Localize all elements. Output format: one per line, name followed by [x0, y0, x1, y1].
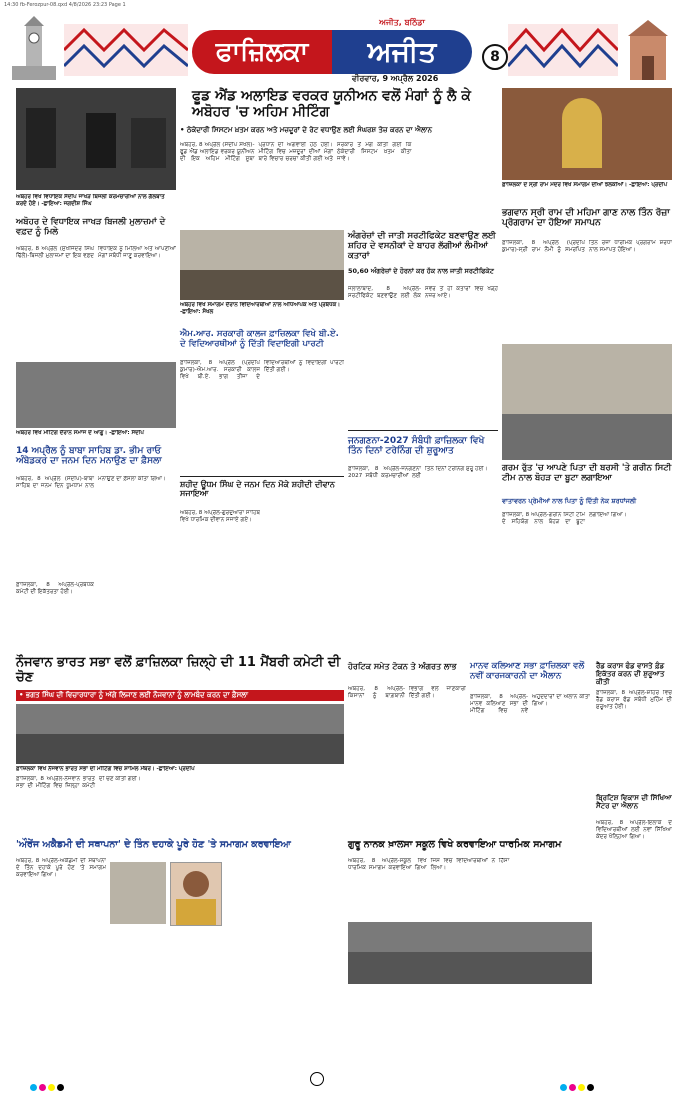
- academy-body: ਅਬੋਹਰ, 8 ਅਪ੍ਰੈਲ-ਅਕੈਡਮੀ ਦੀ ਸਥਾਪਨਾ ਦੇ ਤਿੰਨ ਦਹਾਕੇ ਪੂਰੇ ਹੋਣ 'ਤੇ ਸਮਾਗਮ ਕਰਵਾਇਆ ਗਿਆ।: [16, 858, 106, 878]
- paper-name: ਅਜੀਤ: [332, 30, 472, 74]
- group-photo: [180, 230, 344, 300]
- naujawan-photo: [16, 704, 344, 764]
- academy-photo: [110, 862, 166, 924]
- caste-cert-headline: ਅੰਗਰੇਜ਼ਾਂ ਦੀ ਜਾਤੀ ਸਰਟੀਫਿਕੇਟ ਬਣਵਾਉਣ ਲਈ ਸ਼ਹਿਰ ਦੇ ਵਸਨੀਕਾਂ ਦੇ ਬਾਹਰ ਲੱਗੀਆਂ ਲੰਮੀਆਂ ਕਤਾਰਾਂ: [348, 231, 496, 261]
- caste-cert-subhead: 50,60 ਅੰਗਰੇਜ਼ਾਂ ਦੇ ਹੋਰਨਾਂ ਕਰ ਹੱਕ ਨਾਲ ਜਾਤੀ ਸਰਟੀਫਿਕੇਟ: [348, 267, 494, 275]
- lead-headline: ਫੂਡ ਐਂਡ ਅਲਾਇਡ ਵਰਕਰ ਯੂਨੀਅਨ ਵਲੋਂ ਮੰਗਾਂ ਨੂੰ ਲੈ ਕੇ ਅਬੋਹਰ 'ਚ ਅਹਿਮ ਮੀਟਿੰਗ: [192, 88, 471, 121]
- ambedkar-caption: ਅਬੋਹਰ ਵਿਖੇ ਮੀਟਿੰਗ ਦੌਰਾਨ ਸਮਾਜ ਦੇ ਆਗੂ। -ਛਾਇਆ: ਸੰਦੀਪ: [16, 430, 144, 436]
- tree-headline: ਗਰਮ ਰੁੱਤ 'ਚ ਆਪਣੇ ਪਿਤਾ ਦੀ ਬਰਸੀ 'ਤੇ ਗਰੀਨ ਸਿਟੀ ਟੀਮ ਨਾਲ ਬੋਹੜ ਦਾ ਬੂਟਾ ਲਗਾਇਆ: [502, 463, 672, 483]
- edition-name: ਫਾਜ਼ਿਲਕਾ: [192, 30, 332, 74]
- tree-body: ਫ਼ਾਜ਼ਿਲਕਾ, 8 ਅਪ੍ਰੈਲ-ਗਰੀਨ ਸਿਟੀ ਟੀਮ ਦੇ ਸਹਿਯੋਗ ਨਾਲ ਬੋਹੜ ਦਾ ਬੂਟਾ ਲਗਾਇਆ ਗਿਆ।: [502, 512, 627, 525]
- meeting-photo: [16, 88, 176, 190]
- guru-nanak-headline: ਗੁਰੂ ਨਾਨਕ ਖ਼ਾਲਸਾ ਸਕੂਲ ਵਿਖੇ ਕਰਵਾਇਆ ਧਾਰਮਿਕ ਸਮਾਗਮ: [348, 839, 562, 850]
- manav-headline: ਮਾਨਵ ਕਲਿਆਣ ਸਭਾ ਫ਼ਾਜ਼ਿਲਕਾ ਵਲੋਂ ਨਵੀਂ ਕਾਰਜਕਾਰਨੀ ਦਾ ਐਲਾਨ: [470, 661, 585, 681]
- ambedkar-body: ਅਬੋਹਰ, 8 ਅਪ੍ਰੈਲ (ਸੰਦੀਪ)-ਬਾਬਾ ਸਾਹਿਬ ਦਾ ਜਨਮ ਦਿਨ ਧੂਮਧਾਮ ਨਾਲ ਮਨਾਉਣ ਦਾ ਫ਼ੈਸਲਾ ਕੀਤਾ ਗਿਆ।: [16, 476, 166, 489]
- bhagwan-body: ਫ਼ਾਜ਼ਿਲਕਾ, 8 ਅਪ੍ਰੈਲ (ਪ੍ਰਦੀਪ ਕੁਮਾਰ)-ਸ੍ਰੀ ਰਾਮ ਨੌਮੀ ਨੂੰ ਸਮਰਪਿਤ ਤਿੰਨ ਰੋਜ਼ਾ ਧਾਰਮਿਕ ਪ੍ਰੋਗਰਾਮ ਸ਼ਰਧਾ ਨਾਲ ਸਮਾਪਤ ਹੋਇਆ।: [502, 240, 672, 253]
- bhagwan-caption: ਫ਼ਾਜ਼ਿਲਕਾ ਦੇ ਸ੍ਰੀ ਰਾਮ ਮੰਦਰ ਵਿਖੇ ਸਮਾਗਮ ਦੀਆਂ ਝਲਕੀਆਂ। -ਛਾਇਆ: ਪ੍ਰਦੀਪ: [502, 182, 668, 188]
- right-pattern-decoration: [508, 20, 618, 80]
- sikhiya-body: ਫ਼ਾਜ਼ਿਲਕਾ, 8 ਅਪ੍ਰੈਲ-ਸ਼ਹਿਰ ਵਿਚ ਰੈੱਡ ਕਰਾਸ ਫੰਡ ਸਬੰਧੀ ਮੁਹਿੰਮ ਦੀ ਸ਼ੁਰੂਆਤ ਹੋਈ।: [596, 690, 672, 710]
- college-body: ਫ਼ਾਜ਼ਿਲਕਾ, 8 ਅਪ੍ਰੈਲ (ਪ੍ਰਦੀਪ ਕੁਮਾਰ)-ਐਮ.ਆਰ. ਸਰਕਾਰੀ ਕਾਲਜ ਵਿਖੇ ਬੀ.ਏ. ਭਾਗ ਤੀਜਾ ਦੇ ਵਿਦਿਆਰਥੀਆਂ ਨੂੰ ਵਿਦਾਇਗੀ ਪਾਰਟੀ ਦਿੱਤੀ ਗਈ।: [180, 360, 344, 380]
- plantation-photo: [502, 344, 672, 460]
- census-body: ਫ਼ਾਜ਼ਿਲਕਾ, 8 ਅਪ੍ਰੈਲ-ਜਨਗਣਨਾ 2027 ਸਬੰਧੀ ਕਰਮਚਾਰੀਆਂ ਲਈ ਤਿੰਨ ਦਿਨਾਂ ਟਰੇਨਿੰਗ ਸ਼ੁਰੂ ਹੋਈ।: [348, 466, 488, 479]
- small-left-body: ਫ਼ਾਜ਼ਿਲਕਾ, 8 ਅਪ੍ਰੈਲ-ਪ੍ਰਬੰਧਕ ਕਮੇਟੀ ਦੀ ਇਕੱਤਰਤਾ ਹੋਈ।: [16, 582, 94, 595]
- temple-photo: [502, 88, 672, 180]
- center-photo-caption: ਅਬੋਹਰ ਵਿਖੇ ਸਮਾਗਮ ਦੌਰਾਨ ਵਿਦਿਆਰਥੀਆਂ ਨਾਲ ਅਧਿਆਪਕ ਅਤੇ ਪ੍ਰਬੰਧਕ। -ਛਾਇਆ: ਸੋਖਲ: [180, 302, 341, 315]
- monument-illustration: [620, 16, 675, 82]
- lead-body: ਅਬੋਹਰ, 8 ਅਪ੍ਰੈਲ (ਸੰਦੀਪ ਸੋਖਲ)-ਫੂਡ ਐਂਡ ਅਲਾਇਡ ਵਰਕਰ ਯੂਨੀਅਨ ਦੀ ਇਕ ਅਹਿਮ ਮੀਟਿੰਗ ਸੂਬਾ ਪ੍ਰਧਾਨ ਦੀ ਅਗਵਾਈ ਹੇਠ ਹੋਈ। ਮੀਟਿੰਗ ਵਿਚ ਮਜ਼ਦੂਰਾਂ ਦੀਆਂ ਮੰਗਾਂ ਬਾਰੇ ਵਿਚਾਰ ਚਰਚਾ ਕੀਤੀ ਗਈ ਅਤੇ ਸਰਕਾਰ ਤੋਂ ਮੰਗ ਕੀਤੀ ਗਈ ਕਿ ਠੇਕੇਦਾਰੀ ਸਿਸਟਮ ਖ਼ਤਮ ਕੀਤਾ ਜਾਵੇ।: [180, 142, 412, 162]
- manav-body: ਫ਼ਾਜ਼ਿਲਕਾ, 8 ਅਪ੍ਰੈਲ-ਮਾਨਵ ਕਲਿਆਣ ਸਭਾ ਦੀ ਮੀਟਿੰਗ ਵਿਚ ਨਵੇਂ ਅਹੁਦੇਦਾਰਾਂ ਦਾ ਐਲਾਨ ਕੀਤਾ ਗਿਆ।: [470, 694, 590, 714]
- left-top-body: ਅਬੋਹਰ, 8 ਅਪ੍ਰੈਲ (ਸੁਖਜਿੰਦਰ ਸਿੰਘ ਢਿੱਲੋਂ)-ਬਿਜਲੀ ਮੁਲਾਜ਼ਮਾਂ ਦਾ ਇਕ ਵਫ਼ਦ ਵਿਧਾਇਕ ਨੂੰ ਮਿਲਿਆ ਅਤੇ ਆਪਣੀਆਂ ਮੰਗਾਂ ਸਬੰਧੀ ਜਾਣੂ ਕਰਵਾਇਆ।: [16, 246, 176, 259]
- left-top-caption: ਅਬੋਹਰ ਵਿਖੇ ਵਿਧਾਇਕ ਸੰਦੀਪ ਜਾਖੜ ਬਿਜਲੀ ਕਰਮਚਾਰੀਆਂ ਨਾਲ ਗੱਲਬਾਤ ਕਰਦੇ ਹੋਏ। -ਛਾਇਆ: ਜਗਦੀਸ਼ ਸਿੰਘ: [16, 194, 165, 207]
- hardware-headline: ਹੋਰਟਿਕ ਸਮੇਤ ਟੋਕਨ ਤੇ ਅੰਗਰਤ ਲਾਭ: [348, 662, 457, 671]
- left-top-headline: ਅਬੋਹਰ ਦੇ ਵਿਧਾਇਕ ਜਾਖੜ ਬਿਜਲੀ ਮੁਲਾਜ਼ਮਾਂ ਦੇ ਵਫ਼ਦ ਨੂੰ ਮਿਲੇ: [16, 217, 166, 237]
- divider: [180, 476, 344, 477]
- right-col-headline: ਬ੍ਰਿਟਿਸ਼ ਵਿਕਾਸ ਦੀ ਸਿੱਖਿਆ ਸੈਂਟਰ ਦਾ ਐਲਾਨ: [596, 794, 672, 811]
- ambedkar-photo: [16, 362, 176, 428]
- naujawan-headline: ਨੌਜਵਾਨ ਭਾਰਤ ਸਭਾ ਵਲੋਂ ਫ਼ਾਜ਼ਿਲਕਾ ਜ਼ਿਲ੍ਹੇ ਦੀ 11 ਮੈਂਬਰੀ ਕਮੇਟੀ ਦੀ ਚੋਣ: [16, 655, 341, 685]
- right-col-body: ਅਬੋਹਰ, 8 ਅਪ੍ਰੈਲ-ਇਲਾਕੇ ਦੇ ਵਿਦਿਆਰਥੀਆਂ ਲਈ ਨਵਾਂ ਸਿੱਖਿਆ ਕੇਂਦਰ ਖੋਲ੍ਹਿਆ ਗਿਆ।: [596, 820, 672, 840]
- naujawan-caption: ਫ਼ਾਜ਼ਿਲਕਾ ਵਿਖੇ ਨੌਜਵਾਨ ਭਾਰਤ ਸਭਾ ਦੀ ਮੀਟਿੰਗ ਵਿਚ ਸ਼ਾਮਿਲ ਮੈਂਬਰ। -ਛਾਇਆ: ਪ੍ਰਦੀਪ: [16, 766, 195, 772]
- naujawan-strap: • ਭਗਤ ਸਿੰਘ ਦੀ ਵਿਚਾਰਧਾਰਾ ਨੂੰ ਅੱਗੇ ਲਿਜਾਣ ਲਈ ਨੌਜਵਾਨਾਂ ਨੂੰ ਲਾਮਬੰਦ ਕਰਨ ਦਾ ਫ਼ੈਸਲਾ: [16, 690, 344, 701]
- college-headline: ਐਮ.ਆਰ. ਸਰਕਾਰੀ ਕਾਲਜ ਫ਼ਾਜ਼ਿਲਕਾ ਵਿਖੇ ਬੀ.ਏ. ਦੇ ਵਿਦਿਆਰਥੀਆਂ ਨੂੰ ਦਿੱਤੀ ਵਿਦਾਇਗੀ ਪਾਰਟੀ: [180, 329, 339, 349]
- print-slug: 14:30 fb-Ferozpur-08.qxd 4/8/2026 23:23 Page 1: [4, 2, 126, 8]
- clock-tower-illustration: [4, 16, 64, 82]
- hardware-body: ਅਬੋਹਰ, 8 ਅਪ੍ਰੈਲ-ਕਿਸਾਨਾਂ ਨੂੰ ਬਾਗ਼ਬਾਨੀ ਵਿਭਾਗ ਵਲੋਂ ਜਾਣਕਾਰੀ ਦਿੱਤੀ ਗਈ।: [348, 686, 466, 699]
- guru-nanak-body: ਅਬੋਹਰ, 8 ਅਪ੍ਰੈਲ-ਸਕੂਲ ਵਿਖੇ ਧਾਰਮਿਕ ਸਮਾਗਮ ਕਰਵਾਇਆ ਗਿਆ ਜਿਸ ਵਿਚ ਵਿਦਿਆਰਥੀਆਂ ਨੇ ਹਿੱਸਾ ਲਿਆ।: [348, 858, 510, 871]
- academy-headline: 'ਔਰੇਂਜ ਅਕੈਡਮੀ ਦੀ ਸਥਾਪਨਾ' ਦੇ ਤਿੰਨ ਦਹਾਕੇ ਪੂਰੇ ਹੋਣ 'ਤੇ ਸਮਾਗਮ ਕਰਵਾਇਆ: [16, 839, 291, 850]
- left-pattern-decoration: [64, 20, 188, 80]
- lead-subhead: • ਠੇਕੇਦਾਰੀ ਸਿਸਟਮ ਖ਼ਤਮ ਕਰਨ ਅਤੇ ਮਜ਼ਦੂਰਾਂ ਦੇ ਰੇਟ ਵਧਾਉਣ ਲਈ ਸੰਘਰਸ਼ ਤੇਜ਼ ਕਰਨ ਦਾ ਐਲਾਨ: [180, 126, 433, 134]
- sikhiya-headline: ਰੈੱਡ ਕਰਾਸ ਫੰਡ ਵਾਸਤੇ ਫ਼ੰਡ ਇਕੱਤਰ ਕਰਨ ਦੀ ਸ਼ੁਰੂਆਤ ਕੀਤੀ: [596, 662, 665, 687]
- issue-date: ਵੀਰਵਾਰ, 9 ਅਪ੍ਰੈਲ 2026: [352, 74, 439, 83]
- school-photo: [348, 922, 592, 984]
- masthead-kicker: ਅਜੀਤ, ਬਠਿੰਡਾ: [379, 18, 425, 27]
- caste-cert-body: ਜਲਾਲਾਬਾਦ, 8 ਅਪ੍ਰੈਲ-ਸਰਟੀਫਿਕੇਟ ਬਣਵਾਉਣ ਲਈ ਲੋਕ ਸਵੇਰ ਤੋਂ ਹੀ ਕਤਾਰਾਂ ਵਿਚ ਖੜ੍ਹੇ ਨਜ਼ਰ ਆਏ।: [348, 286, 498, 299]
- sikh-event-body: ਅਬੋਹਰ, 8 ਅਪ੍ਰੈਲ-ਗੁਰਦੁਆਰਾ ਸਾਹਿਬ ਵਿਖੇ ਧਾਰਮਿਕ ਦੀਵਾਨ ਸਜਾਏ ਗਏ।: [180, 510, 260, 523]
- tree-subhead: ਵਾਤਾਵਰਨ ਪ੍ਰੇਮੀਆਂ ਨਾਲ ਪਿਤਾ ਨੂੰ ਦਿੱਤੀ ਨੇਕ ਸ਼ਰਧਾਂਜਲੀ: [502, 497, 637, 505]
- census-headline: ਜਨਗਣਨਾ-2027 ਸੰਬੰਧੀ ਫ਼ਾਜ਼ਿਲਕਾ ਵਿਖੇ ਤਿੰਨ ਦਿਨਾਂ ਟਰੇਨਿੰਗ ਦੀ ਸ਼ੁਰੂਆਤ: [348, 436, 485, 457]
- ambedkar-headline: 14 ਅਪ੍ਰੈਲ ਨੂੰ ਬਾਬਾ ਸਾਹਿਬ ਡਾ. ਭੀਮ ਰਾਓ ਅੰਬੇਡਕਰ ਦਾ ਜਨਮ ਦਿਨ ਮਨਾਉਣ ਦਾ ਫ਼ੈਸਲਾ: [16, 446, 162, 467]
- page-number: 8: [482, 44, 508, 70]
- sikh-event-headline: ਸ਼ਹੀਦ ਊਧਮ ਸਿੰਘ ਦੇ ਜਨਮ ਦਿਨ ਮੌਕੇ ਸ਼ਹੀਦੀ ਦੀਵਾਨ ਸਜਾਇਆ: [180, 480, 335, 499]
- bhagwan-headline: ਭਗਵਾਨ ਸ੍ਰੀ ਰਾਮ ਦੀ ਮਹਿਮਾ ਗਾਣ ਨਾਲ ਤਿੰਨ ਰੋਜ਼ਾ ਪ੍ਰੋਗਰਾਮ ਦਾ ਹੋਇਆ ਸਮਾਪਨ: [502, 208, 670, 229]
- naujawan-body: ਫ਼ਾਜ਼ਿਲਕਾ, 8 ਅਪ੍ਰੈਲ-ਨੌਜਵਾਨ ਭਾਰਤ ਸਭਾ ਦੀ ਮੀਟਿੰਗ ਵਿਚ ਜ਼ਿਲ੍ਹਾ ਕਮੇਟੀ ਦੀ ਚੋਣ ਕੀਤੀ ਗਈ।: [16, 776, 141, 789]
- divider: [348, 430, 498, 431]
- portrait-photo: [170, 862, 222, 926]
- print-registration-bar: [0, 1070, 677, 1089]
